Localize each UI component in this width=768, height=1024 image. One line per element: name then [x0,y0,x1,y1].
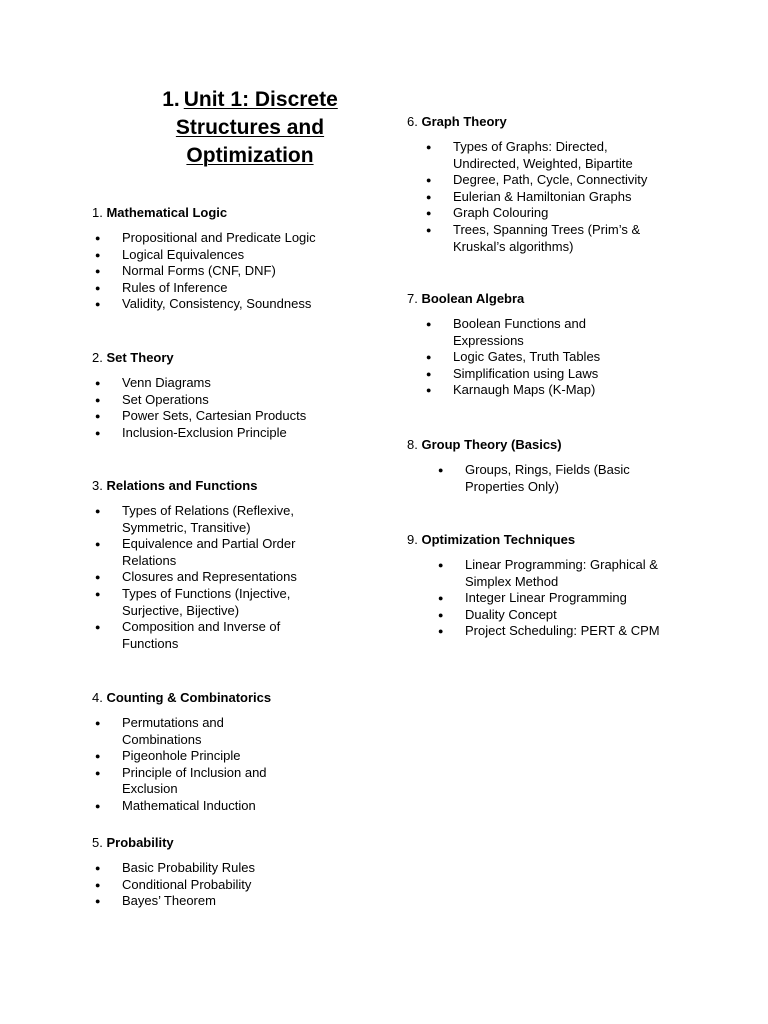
section-probability [92,834,332,910]
bullet-list [435,557,665,640]
section-heading [92,204,332,221]
bullet-list [92,375,332,441]
list-item: ● Composition and Inverse of Functions [92,619,302,652]
section-mathematical-logic [92,204,332,313]
section-number: 2. [92,350,103,365]
list-item: ● Set Operations [92,392,332,409]
bullet-list [435,462,665,495]
section-number: 4. [92,690,103,705]
bullet-list [423,316,623,399]
list-item: ● Basic Probability Rules [92,860,332,877]
section-number: 3. [92,478,103,493]
list-item: ● Rules of Inference [92,280,332,297]
section-title: Counting & Combinatorics [106,690,272,705]
title-number: 1. [162,88,180,111]
section-title: Optimization Techniques [421,532,576,547]
list-item: ● Karnaugh Maps (K-Map) [423,382,623,399]
bullet-list [92,860,332,910]
list-item: ● Types of Graphs: Directed, Undirected, Weighted, Bipartite [423,139,668,172]
list-item: ● Trees, Spanning Trees (Prim’s & Kruskal’s algorithms) [423,222,668,255]
section-number: 6. [407,114,418,129]
section-heading [407,531,665,548]
list-item: ● Graph Colouring [423,205,668,222]
list-item: ● Validity, Consistency, Soundness [92,296,332,313]
section-heading [407,290,623,307]
section-title: Relations and Functions [106,478,258,493]
list-item: ● Duality Concept [435,607,665,624]
bullet-list [92,503,302,652]
list-item: ● Types of Functions (Injective, Surjective, Bijective) [92,586,302,619]
section-graph-theory [407,113,668,255]
list-item: ● Normal Forms (CNF, DNF) [92,263,332,280]
list-item: ● Inclusion-Exclusion Principle [92,425,332,442]
title-text: Unit 1: Discrete Structures and Optimization [175,88,338,167]
section-number: 7. [407,291,418,306]
section-title: Probability [106,835,174,850]
list-item: ● Venn Diagrams [92,375,332,392]
section-heading [92,477,302,494]
list-item: ● Boolean Functions and Expressions [423,316,623,349]
section-boolean-algebra [407,290,623,399]
list-item: ● Simplification using Laws [423,366,623,383]
section-set-theory [92,349,332,441]
section-heading [407,436,665,453]
section-title: Group Theory (Basics) [421,437,562,452]
list-item: ● Types of Relations (Reflexive, Symmetric, Transitive) [92,503,302,536]
section-number: 9. [407,532,418,547]
list-item: ● Permutations and Combinations [92,715,302,748]
list-item: ● Equivalence and Partial Order Relations [92,536,302,569]
section-optimization-techniques [407,531,665,640]
section-title: Graph Theory [421,114,507,129]
list-item: ● Principle of Inclusion and Exclusion [92,765,302,798]
list-item: ● Power Sets, Cartesian Products [92,408,332,425]
list-item: ● Propositional and Predicate Logic [92,230,332,247]
list-item: ● Conditional Probability [92,877,332,894]
list-item: ● Eulerian & Hamiltonian Graphs [423,189,668,206]
list-item: ● Project Scheduling: PERT & CPM [435,623,665,640]
section-number: 8. [407,437,418,452]
list-item: ● Degree, Path, Cycle, Connectivity [423,172,668,189]
list-item: ● Integer Linear Programming [435,590,665,607]
list-item: ● Closures and Representations [92,569,302,586]
bullet-list [92,230,332,313]
list-item: ● Linear Programming: Graphical & Simplex Method [435,557,665,590]
section-heading [407,113,668,130]
section-number: 1. [92,205,103,220]
section-heading [92,689,302,706]
section-group-theory [407,436,665,495]
section-heading [92,349,332,366]
list-item: ● Mathematical Induction [92,798,302,815]
list-item: ● Pigeonhole Principle [92,748,302,765]
section-number: 5. [92,835,103,850]
bullet-list [423,139,668,255]
list-item: ● Logic Gates, Truth Tables [423,349,623,366]
list-item: ● Groups, Rings, Fields (Basic Properties Only) [435,462,665,495]
list-item: ● Bayes’ Theorem [92,893,332,910]
section-relations-and-functions [92,477,302,652]
section-title: Mathematical Logic [106,205,228,220]
page-title [130,86,370,170]
section-title: Boolean Algebra [421,291,525,306]
bullet-list [92,715,302,815]
section-heading [92,834,332,851]
section-counting-combinatorics [92,689,302,815]
list-item: ● Logical Equivalences [92,247,332,264]
section-title: Set Theory [106,350,174,365]
